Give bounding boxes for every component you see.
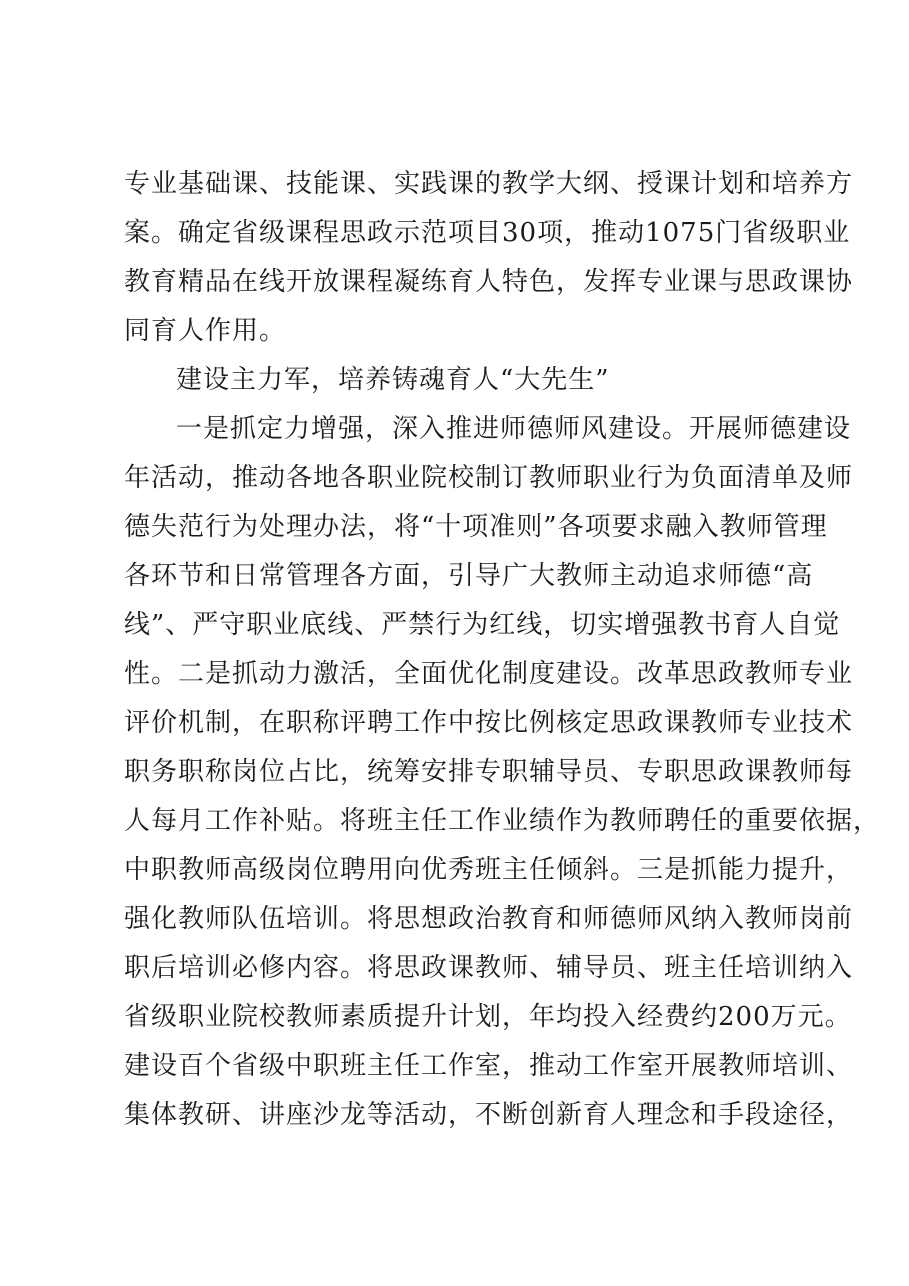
text-line: 案。确定省级课程思政示范项目30项，推动1075门省级职业 — [124, 218, 851, 248]
section-heading: 建设主力军，培养铸魂育人“大先生” — [176, 365, 610, 395]
text-line: 年活动，推动各地各职业院校制订教师职业行为负面清单及师 — [124, 463, 854, 493]
text-line: 建设百个省级中职班主任工作室，推动工作室开展教师培训、 — [124, 1051, 854, 1081]
text-line: 性。二是抓动力激活，全面优化制度建设。改革思政教师专业 — [124, 659, 854, 689]
text-line: 专业基础课、技能课、实践课的教学大纲、授课计划和培养方 — [124, 169, 854, 199]
text-line: 中职教师高级岗位聘用向优秀班主任倾斜。三是抓能力提升， — [124, 855, 854, 885]
text-line: 强化教师队伍培训。将思想政治教育和师德师风纳入教师岗前 — [124, 904, 854, 934]
text-line: 线”、严守职业底线、严禁行为红线，切实增强教书育人自觉 — [124, 610, 841, 640]
text-line: 评价机制，在职称评聘工作中按比例核定思政课教师专业技术 — [124, 708, 854, 738]
text-line: 省级职业院校教师素质提升计划，年均投入经费约200万元。 — [124, 1002, 852, 1032]
text-line: 一是抓定力增强，深入推进师德师风建设。开展师德建设 — [176, 414, 852, 444]
text-line: 教育精品在线开放课程凝练育人特色，发挥专业课与思政课协 — [124, 267, 854, 297]
text-line: 人每月工作补贴。将班主任工作业绩作为教师聘任的重要依据， — [124, 806, 881, 836]
text-line: 各环节和日常管理各方面，引导广大教师主动追求师德“高 — [124, 561, 814, 591]
text-line: 集体教研、讲座沙龙等活动，不断创新育人理念和手段途径， — [124, 1100, 854, 1130]
text-line: 职后培训必修内容。将思政课教师、辅导员、班主任培训纳入 — [124, 953, 854, 983]
text-line: 同育人作用。 — [124, 316, 287, 346]
text-line: 德失范行为处理办法，将“十项准则”各项要求融入教师管理 — [124, 512, 828, 542]
text-line: 职务职称岗位占比，统筹安排专职辅导员、专职思政课教师每 — [124, 757, 854, 787]
